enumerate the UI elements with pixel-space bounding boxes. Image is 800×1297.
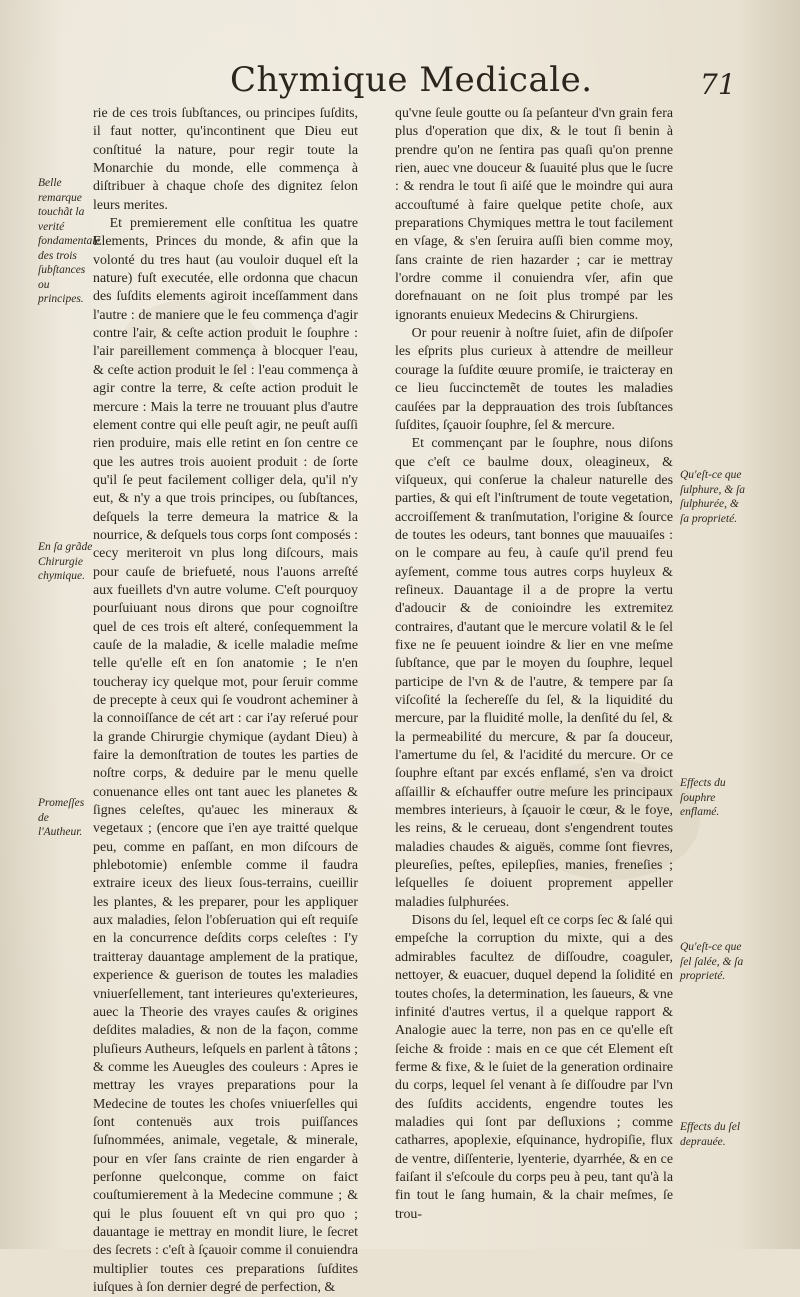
paragraph: qu'vne ſeule goutte ou ſa peſanteur d'vn grain fera plus d'operation que dix, & le tout ſi benin à prendre qu'on ne ſentira pas quaſi qu'on prenne rien, auec vne douceur & ſuauité plus que le ſucre : & rendra le tout ſi aiſé que le moindre qui aura accouſtumé à faire quelque petite choſe, aux preparations Chymiques mettra le tout facilement en vſage, & s'en ſeruira auſſi bien comme moy, ſans crainte de rien hazarder ; car ie mettray l'ordre comme il conuiendra vſer, afin que dorefnauant on ne ſoit plus trompé par les ignorants enuieux Medecins & Chirurgiens.	[395, 106, 673, 323]
left-column	[93, 105, 358, 1295]
margin-note-left: En ſa grãde Chirurgie chymique.	[38, 541, 93, 582]
margin-note-right: Effects du ſel deprauée.	[680, 1121, 741, 1148]
paragraph: Or pour reuenir à noſtre ſuiet, afin de diſpoſer les eſprits plus curieux à attendre de meilleur courage la ſuſdite œuure promiſe, ie traicteray en ce lieu ſuccinctemẽt de toutes les maladies cauſées par la depprauation des trois ſubſtances ſuſdites, ſçauoir ſouphre, ſel & mercure.	[395, 326, 673, 433]
right-column	[395, 105, 673, 1235]
paragraph: Et premierement elle conſtitua les quatre Elements, Princes du monde, & afin que la volonté du tres haut (au vouloir duquel eſt la nature) fuſt executée, elle ordonna que chacun des ſuſdits elements agiroit inceſſamment dans l'autre : de maniere que le feu commença d'agir contre l'air, & ceſte action produit le ſouphre : l'air pareillement commença à blocquer l'eau, & ceſte action produit le ſel : l'eau commença à agir contre la terre, & ceſte action produit le mercure : Mais la terre ne trouuant plus d'autre element contre qui elle peuſt agir, ne peuſt auſſi rien produire, mais elle retint en ſon centre ce que les autres trois auoient produit : de ſorte qu'il ſe peut facilement colliger dela, qu'il n'y eut, & n'y a que trois principes, ou ſubſtances, deſquels la terre demeura la matrice & la nourrice, & deſquels tous corps ſont composés : cecy meriteroit vn plus long diſcours, mais pour cauſe de briefueté, nous l'auons arreſté aux fueillets d'vn autre volume. C'eſt pourquoy pourſuiuant nous dirons que pour cognoiſtre quel de ces trois eſt alteré, conſequemment la cauſe de la maladie, & icelle maladie meſme telle qu'elle eſt en ſon anatomie ; Ie n'en toucheray icy quelque mot, pour ſeruir comme de precepte à ceux qui ſe voudront acheminer à la connoiſſance de cét art : car i'ay reſerué pour la grande Chirurgie chymique (aydant Dieu) à faire la demonſtration de toutes les parties de noſtre corps, & deduire par le menu quelle conuenance elles ont tant auec les planetes & ſignes celeſtes, qu'auec les mineraux & vegetaux ; (encore que i'en aye traitté quelque peu, comme en paſſant, en mon diſcours de phlebotomie) enſemble comme il faudra extraire iceux des lieux ſous-terrains, cueillir les plantes, & les preparer, pour les appliquer aux maladies, ſelon l'obſeruation qui eſt requiſe en la concurrence deſdits corps celeſtes : I'y traitteray dauantage amplement de la pratique, experience & guerison de toutes les maladies vniuerſellement, tant interieures qu'exterieures, auec la Theorie des vrayes cauſes & origines deſdites maladies, & non de la façon, comme pluſieurs Autheurs, leſquels en parlent à tâtons ; & comme les Aueugles des couleurs : Apres ie mettray les vrayes preparations pour la Medecine de toutes les choſes vniuerſelles qui ſont contenuës aux trois puiſſances ſuſnommées, animale, vegetale, & minerale, pour en vſer ſans crainte de rien engarder à perſonne quelconque, comme on faict couſtumierement à la Medecine commune ; & qui le plus ſouuent eſt vn qui pro quo ; dauantage ie mettray en mondit liure, le ſecret des ſecrets : c'eſt à ſçauoir comme il conuiendra multiplier toutes ces preparations ſuſdites iuſques à ſon dernier degré de perfection, &	[93, 216, 358, 1295]
margin-note-left: Promeſſes de l'Autheur.	[38, 797, 85, 838]
paragraph: Et commençant par le ſouphre, nous diſons que c'eſt ce baulme doux, oleagineux, & viſqueux, qui conſerue la chaleur naturelle des parties, & qui eſt l'inſtrument de toute vegetation, accroiſſement & tranſmutation, l'origine & ſource de toutes les odeurs, tant bonnes que mauuaiſes : on le compare au feu, à cauſe qu'il prend feu ayſement, comme tous autres corps huyleux & reſineux. Dauantage il a de propre la vertu d'adoucir & de conioindre les extremitez contraires, d'autant que le mercure volatil & le ſel fixe ne ſe peuuent ioindre & lier en vne meſme ſubſtance, que par le moyen du ſouphre, lequel participe de l'vn & de l'autre, & tempere par ſa viſcoſité la ſechereſſe du ſel, & la liquidité du mercure, par la fluidité molle, la denſité du ſel, & la permeabilité du mercure, & par ſa douceur, l'amertume du ſel, & l'acidité du mercure. Or ce ſouphre eſtant par excés enflamé, s'en va droict aſſaillir & eſchauffer outre meſure les principaux membres interieurs, à ſçauoir le cœur, & le foye, les reins, & le cerueau, dont s'engendrent toutes maladies chaudes & aiguës, comme ſont fievres, pleureſies, peſtes, epilepſies, manies, freneſies ; leſquelles ſe doiuent proprement appeller maladies ſulphurées.	[395, 436, 673, 910]
page-number: 71	[700, 68, 736, 101]
margin-note-right: Effects du ſouphre enflamé.	[680, 777, 726, 818]
margin-note-right: Qu'eſt-ce que ſel ſalée, & ſa proprieté.	[680, 941, 744, 982]
paragraph: Disons du ſel, lequel eſt ce corps ſec & ſalé qui empeſche la corruption du mixte, qui a des admirables facultez de diſſoudre, coaguler, nettoyer, & euacuer, duquel depend la ſolidité en toutes choſes, la determination, les ſaueurs, & vne infinité d'autres vertus, il a quelque rapport & Analogie auec la terre, non pas en ce qu'elle eſt ſeiche & froide : mais en ce que cét Element eſt ferme & fixe, & le ſuiet de la generation ordinaire du corps, lequel ſel venant à ſe diſſoudre par l'vn des ſuſdits accidents, engendre toutes les maladies qui ſont par deſluxions ; comme catharres, apoplexie, eſquinance, hydropiſie, flux de ventre, diſſenterie, lyenterie, dyarrhée, & en ce faiſant il s'eſcoule du corps peu à peu, tant qu'à la fin tout le ſang humain, & la chair meſmes, ſe trou-	[395, 913, 673, 1222]
page-header	[0, 58, 800, 108]
margin-note-left: Belle remarque touchãt la verité fondamentale des trois ſubſtances ou principes.	[38, 177, 101, 305]
paragraph: rie de ces trois ſubſtances, ou principes ſuſdits, il faut notter, qu'incontinent que Dieu eut conſtitué la nature, pour regir toute la Monarchie du monde, elle commença à diſtribuer à chaque choſe des dignitez ſelon leurs merites.	[93, 106, 358, 213]
margin-note-right: Qu'eſt-ce que ſulphure, & ſa ſulphurée, & ſa proprieté.	[680, 469, 746, 525]
running-title: Chymique Medicale.	[230, 60, 593, 100]
